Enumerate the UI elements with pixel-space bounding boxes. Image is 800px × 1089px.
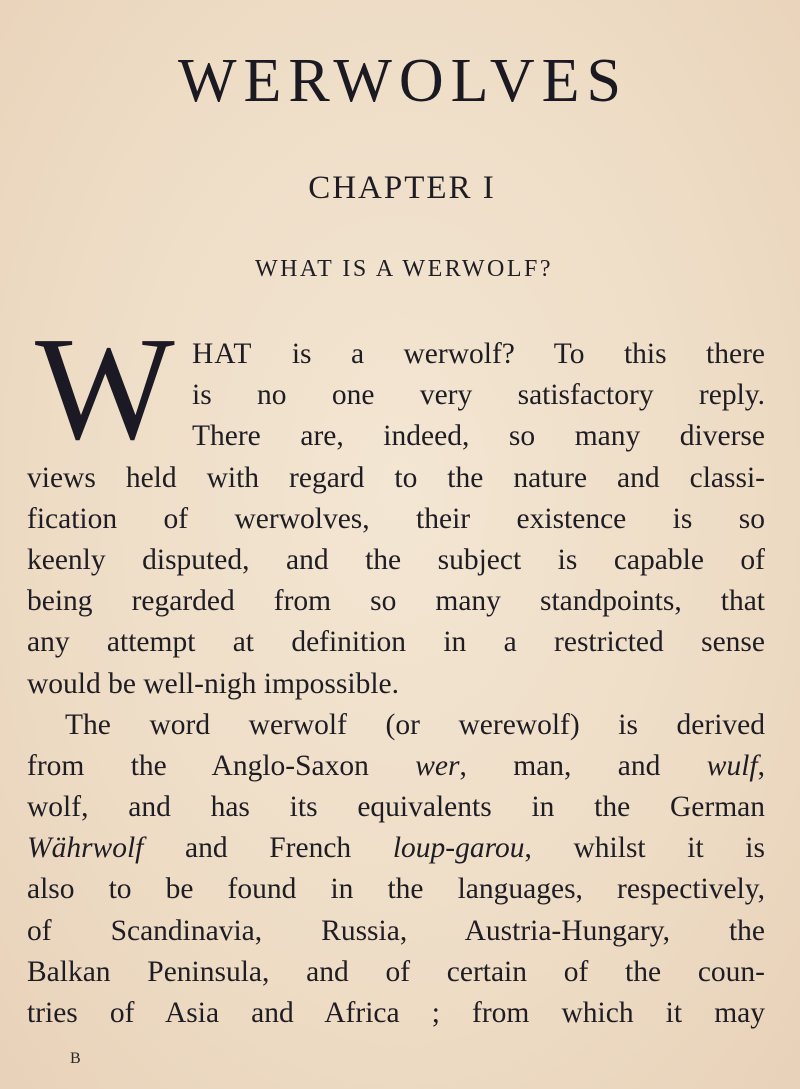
text-line: wolf, and has its equivalents in the German — [27, 791, 765, 824]
line-text: , whilst it is — [524, 832, 765, 865]
italic-word: loup-garou — [392, 832, 525, 865]
signature-mark: B — [70, 1050, 81, 1067]
text-line: There are, indeed, so many diverse — [192, 420, 765, 453]
line-text: from the Anglo-Saxon — [27, 749, 416, 782]
small-caps-word: HAT — [192, 338, 253, 370]
text-line — [27, 828, 765, 869]
chapter-heading: CHAPTER I — [308, 170, 496, 206]
text-line: tries of Asia and Africa ; from which it may — [27, 997, 765, 1029]
text-line: is no one very satisfactory reply. — [192, 379, 765, 412]
text-line: of Scandinavia, Russia, Austria-Hungary, the — [27, 914, 765, 947]
text-line — [27, 746, 765, 787]
text-line: being regarded from so many standpoints, that — [27, 585, 765, 618]
italic-word: Währwolf — [27, 832, 144, 865]
line-text: and French — [143, 832, 393, 865]
line-text: , man, and — [459, 749, 707, 782]
line-text: is a werwolf? To this there — [252, 338, 765, 370]
text-line: keenly disputed, and the subject is capable of — [27, 543, 765, 576]
text-line: The word werwolf (or werewolf) is derived — [65, 708, 765, 741]
body-text — [27, 307, 765, 1034]
text-line: also to be found in the languages, respectively, — [27, 873, 765, 906]
text-line: any attempt at definition in a restricted sense — [27, 626, 765, 659]
text-line: would be well-nigh impossible. — [27, 667, 399, 700]
chapter-title: WHAT IS A WERWOLF? — [254, 256, 554, 282]
drop-cap: W — [35, 307, 175, 471]
text-line: views held with regard to the nature and classi- — [27, 461, 765, 494]
italic-word: wulf — [706, 749, 758, 782]
text-line: Balkan Peninsula, and of certain of the coun- — [27, 955, 765, 988]
text-line: fication of werwolves, their existence is so — [27, 502, 765, 535]
running-title: WERWOLVES — [178, 47, 628, 115]
italic-word: wer — [415, 749, 460, 782]
line-text: , — [757, 749, 765, 782]
